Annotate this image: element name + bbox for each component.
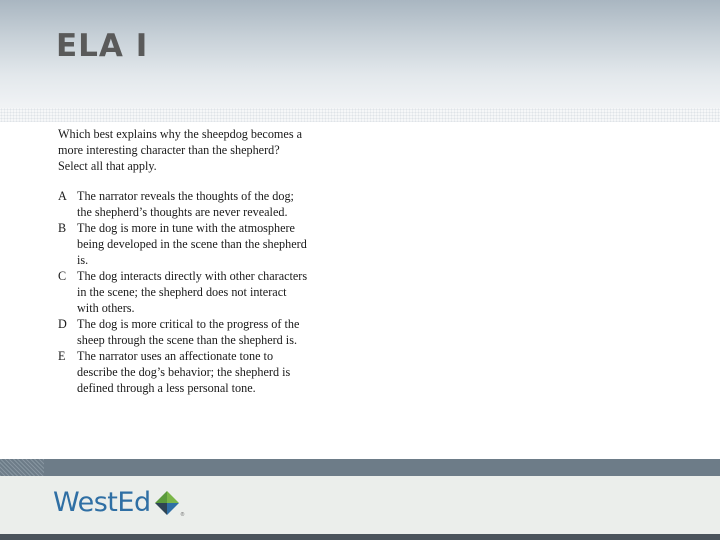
- logo-wordmark: WestEd: [53, 487, 151, 518]
- footer-stripe-pattern: [0, 459, 44, 476]
- option-text: The narrator reveals the thoughts of the dog; the shepherd’s thoughts are never revealed.: [77, 189, 294, 219]
- option-text: The dog is more in tune with the atmosphere being developed in the scene than the shepherd is.: [77, 221, 307, 267]
- registered-mark: ®: [180, 512, 185, 518]
- footer-bottom-bar: [0, 534, 720, 540]
- option-text: The narrator uses an affectionate tone to describe the dog’s behavior; the shepherd is defined through a less personal tone.: [77, 349, 291, 395]
- option-letter: E: [58, 349, 66, 363]
- wested-logo: [53, 488, 184, 518]
- answer-option-b: [58, 220, 308, 268]
- answer-option-e: [58, 348, 308, 396]
- wested-diamond-logo-icon: [154, 490, 180, 516]
- option-letter: B: [58, 221, 67, 235]
- slide-title: ELA I: [56, 28, 149, 64]
- option-letter: D: [58, 317, 67, 331]
- answer-options-list: [58, 188, 308, 396]
- option-letter: C: [58, 269, 67, 283]
- question-prompt: Which best explains why the sheepdog becomes a more interesting character than the shepherd? Select all that apply.: [58, 127, 303, 173]
- footer-stripe: [0, 459, 720, 476]
- slide-header: [0, 0, 720, 108]
- option-letter: A: [58, 189, 67, 203]
- option-text: The dog interacts directly with other characters in the scene; the shepherd does not interact with others.: [77, 269, 308, 315]
- header-divider: [0, 108, 720, 122]
- option-text: The dog is more critical to the progress of the sheep through the scene than the shepherd is.: [77, 317, 300, 347]
- answer-option-c: [58, 268, 308, 316]
- answer-option-d: [58, 316, 308, 348]
- answer-option-a: [58, 188, 308, 220]
